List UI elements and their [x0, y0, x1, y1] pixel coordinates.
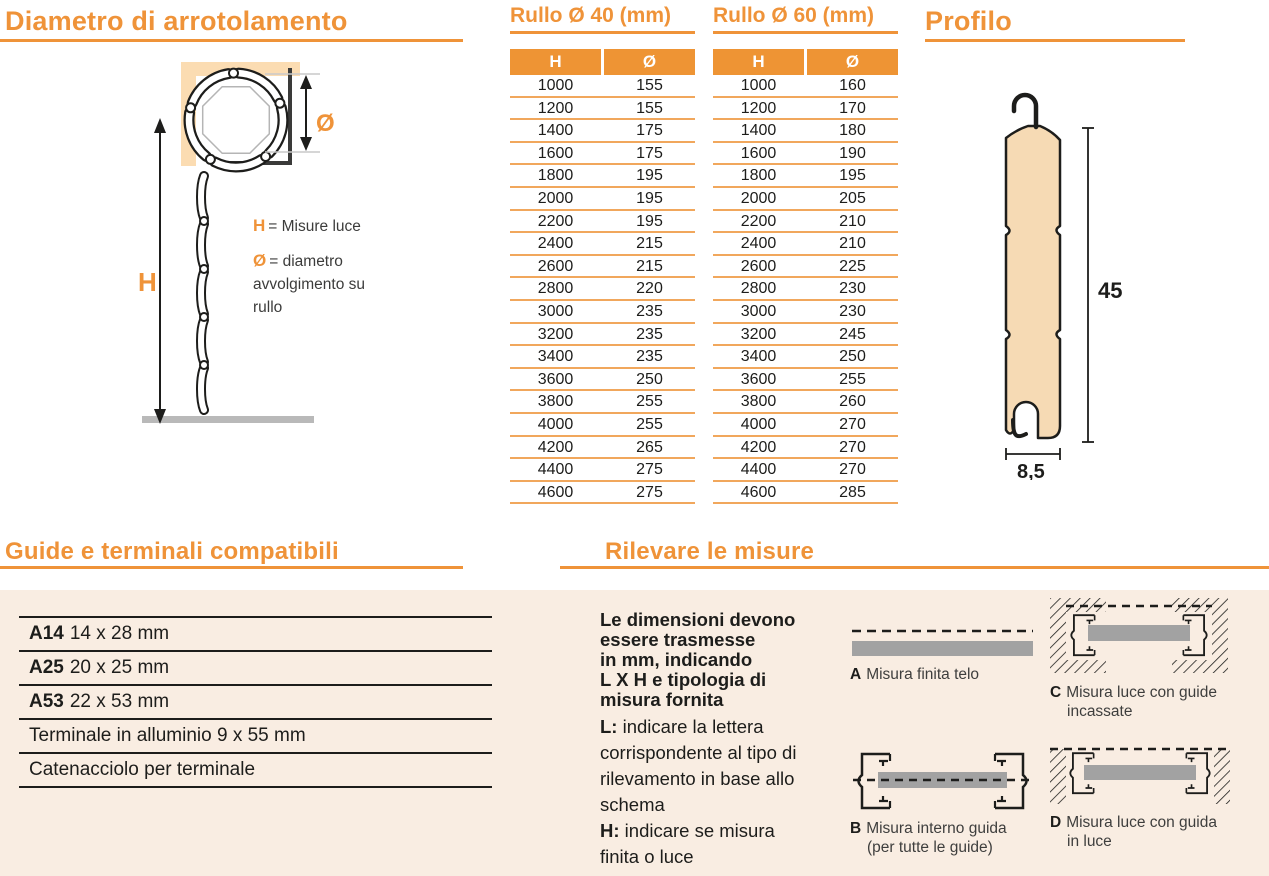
table-cell: 1400: [537, 122, 574, 140]
table-cell: 215: [636, 257, 663, 275]
top-hook: [1014, 95, 1036, 127]
table-cell: 4200: [537, 438, 574, 456]
guide-item-text: 22 x 53 mm: [69, 691, 170, 712]
table-cell: 230: [839, 280, 866, 298]
table-body: [713, 75, 898, 504]
title-underline: [925, 39, 1185, 42]
diagram-c-drawing: [1050, 598, 1228, 676]
guide-item-text: 14 x 28 mm: [69, 623, 170, 644]
table-row: [510, 211, 695, 234]
table-title: Rullo Ø 40 (mm): [510, 4, 672, 27]
table-cell: 1600: [537, 144, 574, 162]
table-cell: 275: [636, 461, 663, 479]
table-cell: 225: [839, 257, 866, 275]
table-cell: 195: [839, 167, 866, 185]
table-row: [713, 369, 898, 392]
table-cell: 2800: [537, 280, 574, 298]
table-cell: 2000: [537, 189, 574, 207]
diagram-legend: [253, 213, 398, 329]
table-row: [510, 346, 695, 369]
h-dim-label: H: [138, 267, 157, 297]
h-symbol: H: [253, 216, 266, 235]
table-cell: 155: [636, 99, 663, 117]
rilevare-intro: Le dimensioni devono essere trasmesse in mm, indicando L X H e tipologia di misura fornita: [600, 609, 796, 710]
col-header-h: H: [510, 49, 601, 75]
legend-diameter: Ø = diametro avvolgimento su rullo: [253, 250, 366, 317]
table-cell: 160: [839, 77, 866, 94]
table-cell: 1800: [537, 167, 574, 185]
col-header-h: H: [713, 49, 804, 75]
table-cell: 1800: [740, 167, 777, 185]
table-row: [713, 165, 898, 188]
guide-list-item: [19, 686, 492, 720]
table-cell: 2400: [537, 235, 574, 253]
table-cell: 235: [636, 302, 663, 320]
legend-h: H = Misure luce: [253, 216, 361, 235]
table-cell: 1200: [537, 99, 574, 117]
table-row: [713, 188, 898, 211]
diagram-b: B Misura interno guida (per tutte le guide): [850, 750, 1040, 857]
table-cell: 230: [839, 302, 866, 320]
table-row: [713, 459, 898, 482]
table-row: [510, 369, 695, 392]
diagram-b-drawing: [850, 750, 1035, 812]
d-dim-label: Ø: [316, 110, 335, 137]
guide-list-item: [19, 652, 492, 686]
table-title-underline: [510, 31, 695, 34]
table-row: [713, 143, 898, 166]
table-cell: 220: [636, 280, 663, 298]
section-title-guide: Guide e terminali compatibili: [5, 538, 339, 565]
guide-list-item: [19, 754, 492, 788]
guide-list-item: [19, 618, 492, 652]
table-cell: 4000: [537, 415, 574, 433]
guide-list: [19, 616, 492, 788]
table-cell: 155: [636, 77, 663, 94]
section-title-diametro: Diametro di arrotolamento: [5, 6, 348, 36]
table-cell: 255: [636, 393, 663, 411]
table-cell: 175: [636, 122, 663, 140]
table-row: [510, 324, 695, 347]
table-cell: 2800: [740, 280, 777, 298]
table-cell: 1000: [537, 77, 574, 94]
table-cell: 285: [839, 483, 866, 501]
table-cell: 1000: [740, 77, 777, 94]
table-row: [510, 482, 695, 505]
table-title-underline: [713, 31, 898, 34]
table-cell: 235: [636, 325, 663, 343]
table-cell: 3600: [740, 370, 777, 388]
table-cell: 4600: [537, 483, 574, 501]
diameter-symbol: Ø: [253, 250, 267, 270]
table-cell: 275: [636, 483, 663, 501]
table-body: [510, 75, 695, 504]
table-row: [510, 188, 695, 211]
table-row: [510, 278, 695, 301]
table-row: [713, 301, 898, 324]
table-row: [510, 120, 695, 143]
table-row: [510, 414, 695, 437]
diagram-c: C Misura luce con guide incassate: [1050, 598, 1232, 721]
table-cell: 3800: [740, 393, 777, 411]
table-cell: 3600: [537, 370, 574, 388]
table-cell: 1200: [740, 99, 777, 117]
table-cell: 255: [636, 415, 663, 433]
profile-drawing: [960, 80, 1140, 480]
table-cell: 3000: [537, 302, 574, 320]
table-row: [713, 256, 898, 279]
table-row: [510, 459, 695, 482]
bottom-hook: [1013, 420, 1026, 436]
table-cell: 4200: [740, 438, 777, 456]
table-row: [713, 324, 898, 347]
table-cell: 270: [839, 438, 866, 456]
table-row: [510, 437, 695, 460]
table-cell: 270: [839, 461, 866, 479]
table-cell: 250: [636, 370, 663, 388]
table-cell: 3800: [537, 393, 574, 411]
table-cell: 4000: [740, 415, 777, 433]
table-row: [713, 414, 898, 437]
table-cell: 195: [636, 189, 663, 207]
col-header-diameter: Ø: [807, 49, 898, 75]
table-title: Rullo Ø 60 (mm): [713, 4, 875, 27]
table-cell: 2400: [740, 235, 777, 253]
guide-item-code: A14: [29, 623, 64, 644]
table-cell: 2200: [740, 212, 777, 230]
table-row: [713, 233, 898, 256]
table-cell: 3000: [740, 302, 777, 320]
ground-bar: [142, 416, 314, 423]
table-row: [510, 75, 695, 98]
table-header: [713, 49, 898, 75]
note-l: L: indicare la lettera corrispondente al tipo di rilevamento in base allo schema: [600, 716, 797, 815]
table-cell: 4400: [537, 461, 574, 479]
table-row: [510, 391, 695, 414]
table-row: [510, 98, 695, 121]
diagram-d: D Misura luce con guida in luce: [1050, 742, 1232, 851]
table-row: [713, 211, 898, 234]
table-row: [713, 346, 898, 369]
table-cell: 205: [839, 189, 866, 207]
guide-item-code: A25: [29, 657, 64, 678]
table-cell: 190: [839, 144, 866, 162]
table-cell: 195: [636, 212, 663, 230]
diagram-d-drawing: [1050, 742, 1230, 806]
table-cell: 215: [636, 235, 663, 253]
table-cell: 250: [839, 348, 866, 366]
table-header: [510, 49, 695, 75]
guide-list-item: [19, 720, 492, 754]
table-cell: 255: [839, 370, 866, 388]
diagram-a-drawing: [850, 626, 1035, 658]
table-cell: 195: [636, 167, 663, 185]
table-cell: 180: [839, 122, 866, 140]
title-underline: [560, 566, 1269, 569]
guide-item-text: 20 x 25 mm: [69, 657, 170, 678]
table-cell: 170: [839, 99, 866, 117]
title-underline: [0, 566, 463, 569]
table-cell: 245: [839, 325, 866, 343]
table-cell: 210: [839, 212, 866, 230]
table-cell: 210: [839, 235, 866, 253]
table-row: [510, 165, 695, 188]
profile-height-dim: 45: [1098, 278, 1123, 303]
table-cell: 2000: [740, 189, 777, 207]
section-title-rilevare: Rilevare le misure: [605, 538, 815, 565]
table-cell: 4400: [740, 461, 777, 479]
table-cell: 270: [839, 415, 866, 433]
table-cell: 1600: [740, 144, 777, 162]
guide-item-text: Catenacciolo per terminale: [29, 759, 256, 780]
table-row: [713, 278, 898, 301]
table-row: [713, 437, 898, 460]
table-row: [713, 75, 898, 98]
diagram-a: A Misura finita telo: [850, 626, 1040, 684]
rilevare-notes: [600, 714, 840, 870]
table-cell: 1400: [740, 122, 777, 140]
table-rullo-60: [713, 4, 898, 504]
table-cell: 2600: [537, 257, 574, 275]
table-cell: 2200: [537, 212, 574, 230]
table-row: [510, 301, 695, 324]
table-cell: 4600: [740, 483, 777, 501]
table-cell: 175: [636, 144, 663, 162]
table-row: [713, 98, 898, 121]
table-row: [713, 482, 898, 505]
table-cell: 235: [636, 348, 663, 366]
table-cell: 3400: [537, 348, 574, 366]
note-h: H: indicare se misura finita o luce: [600, 820, 775, 867]
table-cell: 3200: [740, 325, 777, 343]
section-title-profilo: Profilo: [925, 6, 1012, 36]
table-rullo-40: [510, 4, 695, 504]
table-row: [713, 120, 898, 143]
table-row: [713, 391, 898, 414]
table-row: [510, 143, 695, 166]
col-header-diameter: Ø: [604, 49, 695, 75]
table-row: [510, 233, 695, 256]
title-underline: [0, 39, 463, 42]
table-row: [510, 256, 695, 279]
table-cell: 260: [839, 393, 866, 411]
profile-width-dim: 8,5: [1017, 461, 1045, 480]
table-cell: 3400: [740, 348, 777, 366]
table-cell: 3200: [537, 325, 574, 343]
table-cell: 2600: [740, 257, 777, 275]
table-cell: 265: [636, 438, 663, 456]
guide-item-text: Terminale in alluminio 9 x 55 mm: [29, 725, 306, 746]
guide-item-code: A53: [29, 691, 64, 712]
